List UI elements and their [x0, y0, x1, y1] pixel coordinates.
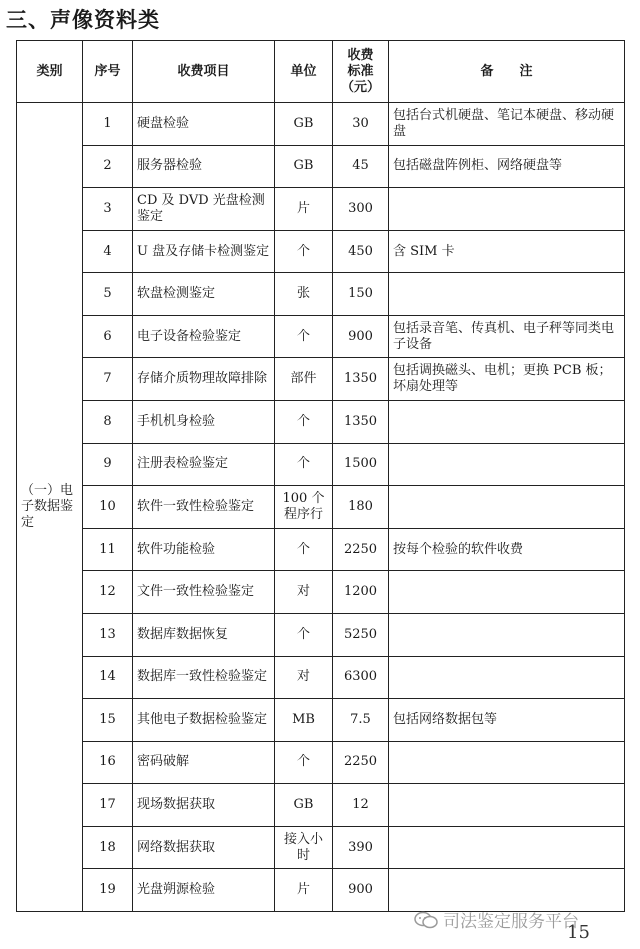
- row-remark: 包括磁盘阵例柜、网络硬盘等: [389, 145, 625, 188]
- row-item: 服务器检验: [133, 145, 275, 188]
- row-unit: 片: [275, 869, 333, 912]
- row-number: 10: [83, 486, 133, 529]
- table-row: [17, 613, 625, 656]
- row-remark: [389, 443, 625, 486]
- row-remark: [389, 656, 625, 699]
- row-item: 注册表检验鉴定: [133, 443, 275, 486]
- header-fee-line3: （元）: [340, 79, 380, 95]
- row-unit: 部件: [275, 358, 333, 401]
- table-row: [17, 869, 625, 912]
- table-row: [17, 358, 625, 401]
- row-number: 4: [83, 230, 133, 273]
- row-item: 数据库数据恢复: [133, 613, 275, 656]
- table-row: [17, 443, 625, 486]
- row-fee: 1350: [333, 358, 389, 401]
- row-remark: [389, 571, 625, 614]
- row-item: 电子设备检验鉴定: [133, 315, 275, 358]
- row-unit: 个: [275, 741, 333, 784]
- row-fee: 5250: [333, 613, 389, 656]
- row-item: 光盘朔源检验: [133, 869, 275, 912]
- row-remark: 包括网络数据包等: [389, 699, 625, 742]
- table-row: [17, 784, 625, 827]
- row-unit: 片: [275, 188, 333, 231]
- header-unit: 单位: [275, 41, 333, 103]
- table-row: [17, 145, 625, 188]
- row-unit: 对: [275, 571, 333, 614]
- row-item: 手机机身检验: [133, 401, 275, 444]
- row-fee: 2250: [333, 741, 389, 784]
- row-unit: 个: [275, 315, 333, 358]
- row-fee: 1200: [333, 571, 389, 614]
- row-number: 6: [83, 315, 133, 358]
- row-item: CD 及 DVD 光盘检测鉴定: [133, 188, 275, 231]
- row-number: 5: [83, 273, 133, 316]
- row-item: 存储介质物理故障排除: [133, 358, 275, 401]
- header-fee-line2: 标准: [347, 63, 374, 79]
- row-unit: 100 个程序行: [275, 486, 333, 529]
- row-fee: 180: [333, 486, 389, 529]
- row-remark: [389, 273, 625, 316]
- row-unit: GB: [275, 103, 333, 146]
- row-fee: 45: [333, 145, 389, 188]
- table-row: [17, 699, 625, 742]
- row-remark: [389, 784, 625, 827]
- row-item: 软件一致性检验鉴定: [133, 486, 275, 529]
- watermark-text: 司法鉴定服务平台: [443, 912, 579, 932]
- header-remark: 备 注: [389, 41, 625, 103]
- row-unit: 个: [275, 401, 333, 444]
- row-fee: 12: [333, 784, 389, 827]
- row-fee: 390: [333, 826, 389, 869]
- row-number: 17: [83, 784, 133, 827]
- row-unit: GB: [275, 145, 333, 188]
- row-remark: 按每个检验的软件收费: [389, 528, 625, 571]
- row-remark: [389, 826, 625, 869]
- row-item: 其他电子数据检验鉴定: [133, 699, 275, 742]
- category-cell: （一）电子数据鉴定: [17, 103, 83, 912]
- table-row: [17, 571, 625, 614]
- row-fee: 900: [333, 315, 389, 358]
- row-remark: [389, 401, 625, 444]
- table-row: [17, 486, 625, 529]
- table-row: [17, 188, 625, 231]
- row-number: 3: [83, 188, 133, 231]
- row-fee: 300: [333, 188, 389, 231]
- row-remark: [389, 741, 625, 784]
- row-number: 13: [83, 613, 133, 656]
- table-row: [17, 273, 625, 316]
- row-remark: [389, 486, 625, 529]
- row-fee: 2250: [333, 528, 389, 571]
- header-fee-line1: 收费: [347, 47, 374, 63]
- row-fee: 1350: [333, 401, 389, 444]
- row-number: 18: [83, 826, 133, 869]
- row-remark: 包括台式机硬盘、笔记本硬盘、移动硬盘: [389, 103, 625, 146]
- table-row: [17, 103, 625, 146]
- table-row: [17, 656, 625, 699]
- header-fee: [333, 41, 389, 103]
- row-number: 19: [83, 869, 133, 912]
- row-number: 11: [83, 528, 133, 571]
- row-item: U 盘及存储卡检测鉴定: [133, 230, 275, 273]
- row-unit: 个: [275, 230, 333, 273]
- row-number: 14: [83, 656, 133, 699]
- row-remark: [389, 188, 625, 231]
- row-remark: [389, 613, 625, 656]
- fee-table: [16, 40, 625, 912]
- row-item: 软件功能检验: [133, 528, 275, 571]
- row-item: 数据库一致性检验鉴定: [133, 656, 275, 699]
- row-unit: 对: [275, 656, 333, 699]
- table-row: [17, 741, 625, 784]
- wechat-icon: [413, 911, 439, 929]
- row-remark: [389, 869, 625, 912]
- row-fee: 150: [333, 273, 389, 316]
- row-unit: 接入小时: [275, 826, 333, 869]
- row-number: 8: [83, 401, 133, 444]
- table-row: [17, 826, 625, 869]
- row-remark: 包括录音笔、传真机、电子秤等同类电子设备: [389, 315, 625, 358]
- row-remark: 含 SIM 卡: [389, 230, 625, 273]
- table-row: [17, 315, 625, 358]
- row-unit: 个: [275, 443, 333, 486]
- row-fee: 1500: [333, 443, 389, 486]
- row-remark: 包括调换磁头、电机；更换 PCB 板；坏扇处理等: [389, 358, 625, 401]
- header-no: 序号: [83, 41, 133, 103]
- table-row: [17, 230, 625, 273]
- row-unit: GB: [275, 784, 333, 827]
- row-item: 文件一致性检验鉴定: [133, 571, 275, 614]
- section-title: 三、声像资料类: [6, 8, 160, 32]
- row-item: 现场数据获取: [133, 784, 275, 827]
- page-number: 15: [567, 922, 590, 943]
- row-number: 7: [83, 358, 133, 401]
- row-item: 网络数据获取: [133, 826, 275, 869]
- row-number: 9: [83, 443, 133, 486]
- table-row: [17, 401, 625, 444]
- row-fee: 30: [333, 103, 389, 146]
- row-unit: 个: [275, 528, 333, 571]
- header-category: 类别: [17, 41, 83, 103]
- row-number: 1: [83, 103, 133, 146]
- row-fee: 450: [333, 230, 389, 273]
- row-fee: 900: [333, 869, 389, 912]
- header-item: 收费项目: [133, 41, 275, 103]
- row-fee: 6300: [333, 656, 389, 699]
- row-item: 软盘检测鉴定: [133, 273, 275, 316]
- row-unit: 张: [275, 273, 333, 316]
- row-unit: MB: [275, 699, 333, 742]
- row-fee: 7.5: [333, 699, 389, 742]
- row-number: 15: [83, 699, 133, 742]
- table-row: [17, 528, 625, 571]
- row-number: 2: [83, 145, 133, 188]
- table-header-row: [17, 41, 625, 103]
- row-unit: 个: [275, 613, 333, 656]
- row-number: 16: [83, 741, 133, 784]
- row-item: 密码破解: [133, 741, 275, 784]
- watermark: [413, 907, 579, 932]
- row-number: 12: [83, 571, 133, 614]
- row-item: 硬盘检验: [133, 103, 275, 146]
